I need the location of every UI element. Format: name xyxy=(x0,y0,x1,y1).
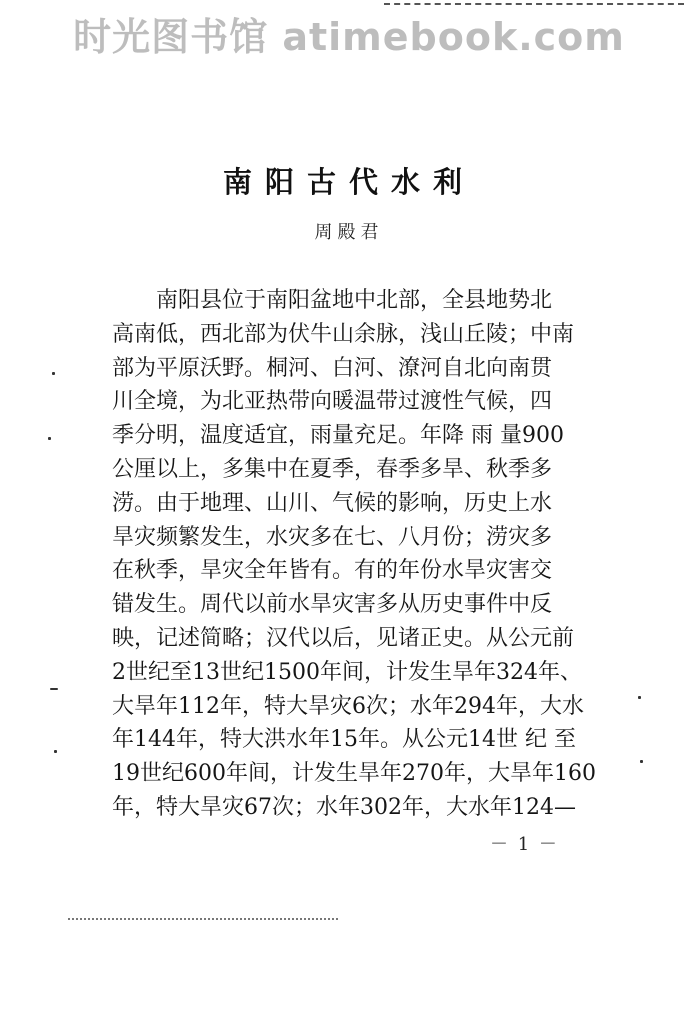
body-line: 南阳县位于南阳盆地中北部，全县地势北 xyxy=(156,288,553,313)
scan-speck xyxy=(48,437,51,440)
body-line: 部为平原沃野。桐河、白河、潦河自北向南贯 xyxy=(112,355,553,381)
body-line: 错发生。周代以前水旱灾害多从历史事件中反 xyxy=(112,592,553,618)
body-line: 年144年，特大洪水年15年。从公元14世 纪 至 xyxy=(112,727,576,753)
top-dashed-rule xyxy=(384,3,684,5)
body-line: 2世纪至13世纪1500年间，计发生旱年324年、 xyxy=(112,659,582,685)
body-line: 季分明，温度适宜，雨量充足。年降 雨 量900 xyxy=(112,423,564,449)
article-author: 周殿君 xyxy=(314,222,384,243)
body-line: 公厘以上，多集中在夏季，春季多旱、秋季多 xyxy=(112,456,553,482)
scan-speck xyxy=(640,760,643,763)
body-line: 映，记述简略；汉代以后，见诸正史。从公元前 xyxy=(112,625,575,651)
footer-scan-line xyxy=(68,918,338,920)
body-line: 在秋季，旱灾全年皆有。有的年份水旱灾害交 xyxy=(112,558,553,584)
body-line: 大旱年112年，特大旱灾6次；水年294年，大水 xyxy=(112,693,584,719)
scan-speck xyxy=(638,696,641,699)
page-number: － 1 － xyxy=(490,834,559,855)
body-line: 川全境，为北亚热带向暖温带过渡性气候，四 xyxy=(112,389,553,415)
scan-speck xyxy=(52,372,55,375)
body-line: 旱灾频繁发生，水灾多在七、八月份；涝灾多 xyxy=(112,524,553,550)
scan-speck xyxy=(54,750,57,753)
article-title: 南阳古代水利 xyxy=(222,165,475,199)
body-line: 19世纪600年间，计发生旱年270年，大旱年160 xyxy=(112,761,596,787)
scan-speck xyxy=(50,688,58,690)
body-line: 年，特大旱灾67次；水年302年，大水年124— xyxy=(112,794,576,820)
body-line: 高南低，西北部为伏牛山余脉，浅山丘陵；中南 xyxy=(112,321,575,347)
article-body xyxy=(112,284,612,825)
watermark: 时光图书馆 atimebook.com xyxy=(73,15,625,59)
body-line: 涝。由于地理、山川、气候的影响，历史上水 xyxy=(112,490,553,516)
